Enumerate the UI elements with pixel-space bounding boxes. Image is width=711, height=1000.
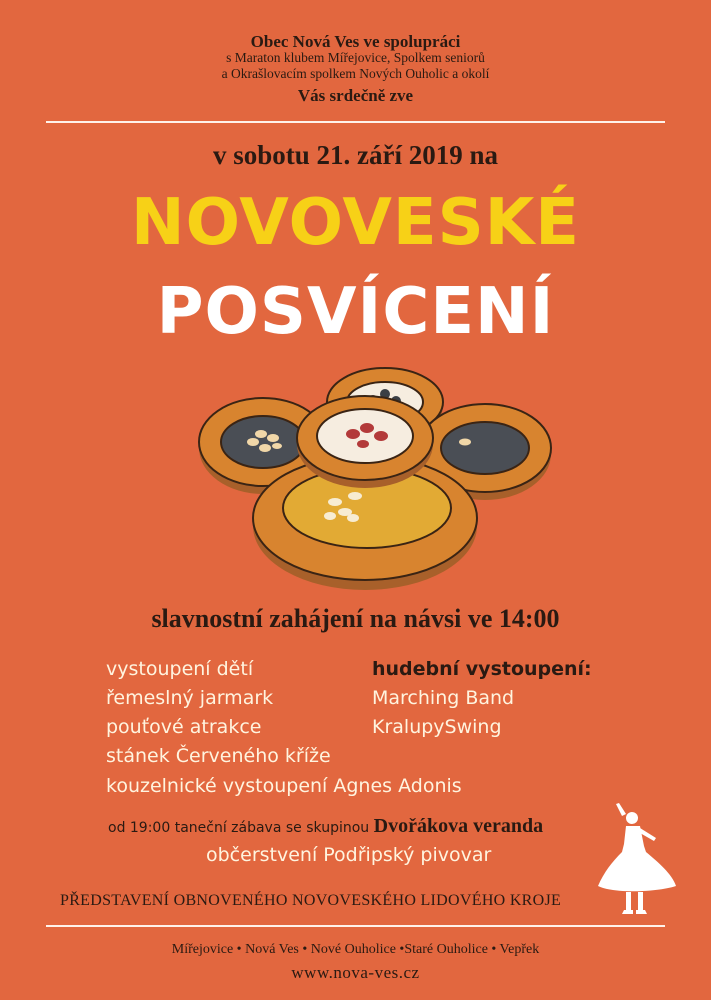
- kolace-illustration: [195, 366, 565, 596]
- evening-band: Dvořákova veranda: [373, 815, 544, 837]
- magic-show: kouzelnické vystoupení Agnes Adonis: [106, 775, 462, 797]
- bottom-divider: [46, 925, 665, 927]
- title-line-2: POSVÍCENÍ: [156, 275, 555, 349]
- partners: [0, 50, 711, 82]
- program-left: [106, 655, 331, 771]
- partner-line-1: s Maraton klubem Mířejovice, Spolkem seniorů: [226, 50, 485, 65]
- top-divider: [46, 121, 665, 123]
- program-item: vystoupení dětí: [106, 658, 254, 680]
- program-music: [372, 655, 592, 742]
- evening-dance: [108, 815, 543, 838]
- opening-time: slavnostní zahájení na návsi ve 14:00: [151, 604, 560, 633]
- website-link[interactable]: www.nova-ves.cz: [291, 963, 420, 982]
- program-item: stánek Červeného kříže: [106, 745, 331, 767]
- music-item: Marching Band: [372, 687, 515, 709]
- program-item: řemeslný jarmark: [106, 687, 274, 709]
- invite-line: Vás srdečně zve: [297, 86, 414, 105]
- event-date: v sobotu 21. září 2019 na: [212, 140, 499, 170]
- refreshments: občerstvení Podřipský pivovar: [206, 844, 492, 866]
- evening-prefix: od 19:00 taneční zábava se skupinou: [108, 820, 370, 836]
- kroj-presentation: PŘEDSTAVENÍ OBNOVENÉHO NOVOVESKÉHO LIDOVÉHO KROJE: [60, 892, 562, 909]
- kolac-center: [297, 396, 433, 488]
- dancer-icon: [596, 800, 678, 918]
- title-line-1: NOVOVESKÉ: [131, 186, 580, 260]
- partner-line-2: a Okrašlovacím spolkem Nových Ouholic a okolí: [221, 66, 490, 81]
- music-item: KralupySwing: [372, 716, 502, 738]
- villages-list: Mířejovice • Nová Ves • Nové Ouholice •Staré Ouholice • Vepřek: [171, 942, 540, 957]
- music-heading: hudební vystoupení:: [372, 658, 592, 680]
- program-item: pouťové atrakce: [106, 716, 262, 738]
- organizer-line: Obec Nová Ves ve spolupráci: [250, 32, 461, 51]
